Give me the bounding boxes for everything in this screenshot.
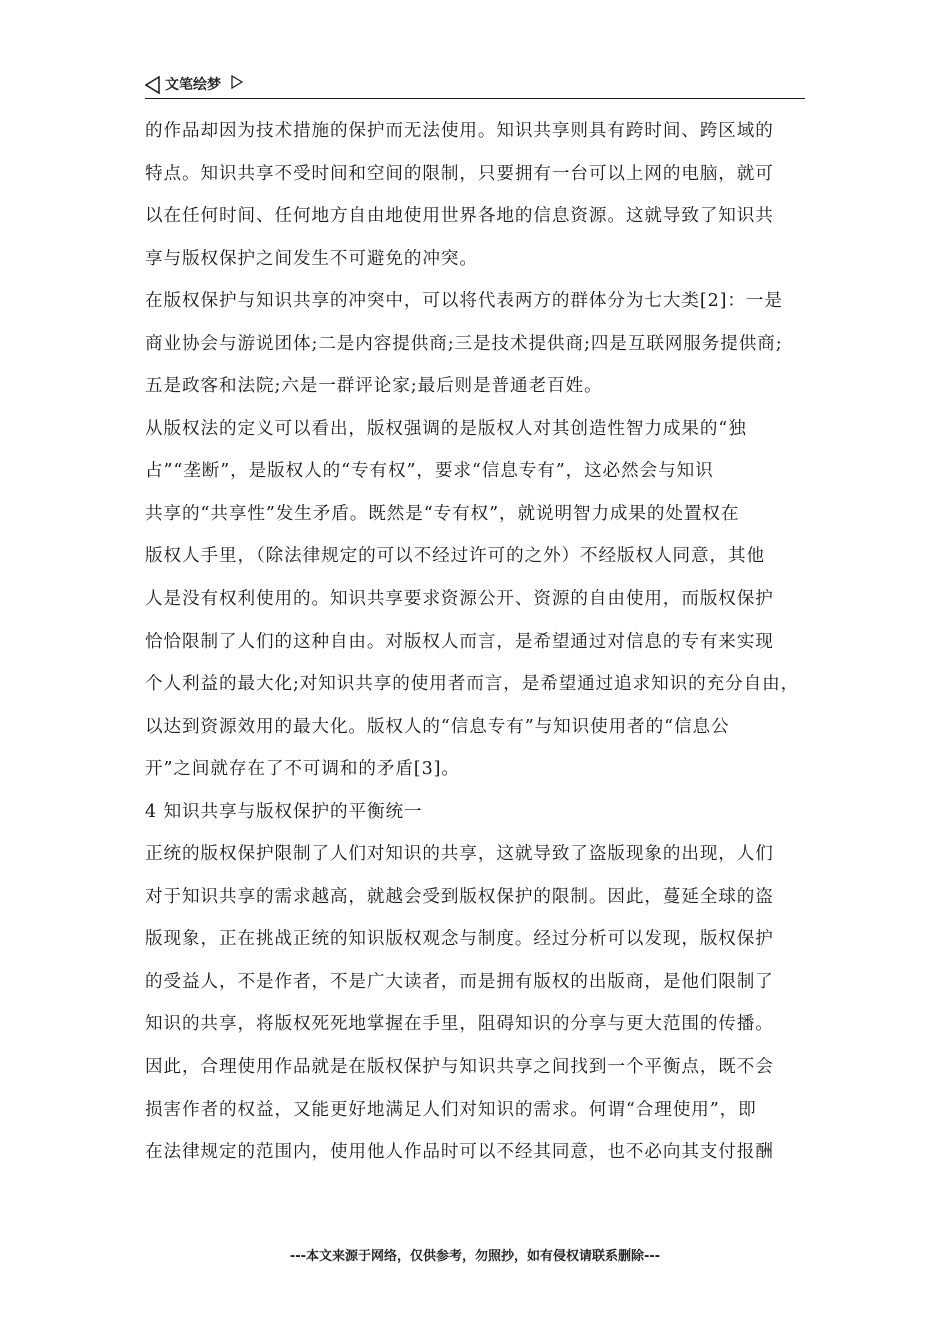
text-line: 占”“垄断”，是版权人的“专有权”，要求“信息专有”，这必然会与知识: [145, 461, 714, 482]
text-line: 因此，合理使用作品就是在版权保护与知识共享之间找到一个平衡点，既不会: [145, 1057, 774, 1078]
text-line: 的受益人，不是作者，不是广大读者，而是拥有版权的出版商，是他们限制了: [145, 971, 774, 992]
text-line: 知识的共享，将版权死死地掌握在手里，阻碍知识的分享与更大范围的传播。: [145, 1014, 774, 1035]
footer-disclaimer: ---本文来源于网络，仅供参考，勿照抄，如有侵权请联系删除---: [289, 1249, 661, 1264]
text-line: 开”之间就存在了不可调和的矛盾[3]。: [145, 759, 460, 780]
header-title: 文笔绘梦: [165, 77, 221, 93]
triangle-left-icon: [145, 76, 161, 94]
text-line: 个人利益的最大化;对知识共享的使用者而言，是希望通过追求知识的充分自由，: [145, 674, 800, 695]
text-line: 在版权保护与知识共享的冲突中，可以将代表两方的群体分为七大类[2]：一是: [145, 291, 783, 312]
text-line: 商业协会与游说团体;二是内容提供商;三是技术提供商;四是互联网服务提供商;: [145, 333, 783, 354]
text-line: 的作品却因为技术措施的保护而无法使用。知识共享则具有跨时间、跨区域的: [145, 121, 774, 141]
text-line: 版权人手里，（除法律规定的可以不经过许可的之外）不经版权人同意，其他: [145, 546, 765, 567]
text-line: 在法律规定的范围内，使用他人作品时可以不经其同意，也不必向其支付报酬: [145, 1142, 774, 1163]
page-header: [145, 74, 805, 99]
text-line: 以达到资源效用的最大化。版权人的“信息专有”与知识使用者的“信息公: [145, 716, 730, 737]
text-line: 特点。知识共享不受时间和空间的限制，只要拥有一台可以上网的电脑，就可: [145, 163, 774, 184]
text-line: 正统的版权保护限制了人们对知识的共享，这就导致了盗版现象的出现，人们: [145, 844, 774, 865]
text-line: 人是没有权利使用的。知识共享要求资源公开、资源的自由使用，而版权保护: [145, 589, 774, 610]
text-line: 损害作者的权益，又能更好地满足人们对知识的需求。何谓“合理使用”，即: [145, 1099, 757, 1120]
text-line: 五是政客和法院;六是一群评论家;最后则是普通老百姓。: [145, 376, 603, 397]
text-line: 共享的“共享性”发生矛盾。既然是“专有权”，就说明智力成果的处置权在: [145, 503, 740, 524]
section-heading: 4 知识共享与版权保护的平衡统一: [145, 801, 423, 822]
text-line: 从版权法的定义可以看出，版权强调的是版权人对其创造性智力成果的“独: [145, 418, 747, 439]
text-line: 享与版权保护之间发生不可避免的冲突。: [145, 248, 478, 269]
triangle-right-icon: [231, 75, 243, 89]
text-line: 对于知识共享的需求越高，就越会受到版权保护的限制。因此，蔓延全球的盗: [145, 886, 774, 907]
text-line: 以在任何时间、任何地方自由地使用世界各地的信息资源。这就导致了知识共: [145, 206, 774, 227]
text-line: 版现象，正在挑战正统的知识版权观念与制度。经过分析可以发现，版权保护: [145, 929, 774, 950]
body-text: [145, 110, 807, 1174]
text-line: 恰恰限制了人们的这种自由。对版权人而言，是希望通过对信息的专有来实现: [145, 631, 774, 652]
